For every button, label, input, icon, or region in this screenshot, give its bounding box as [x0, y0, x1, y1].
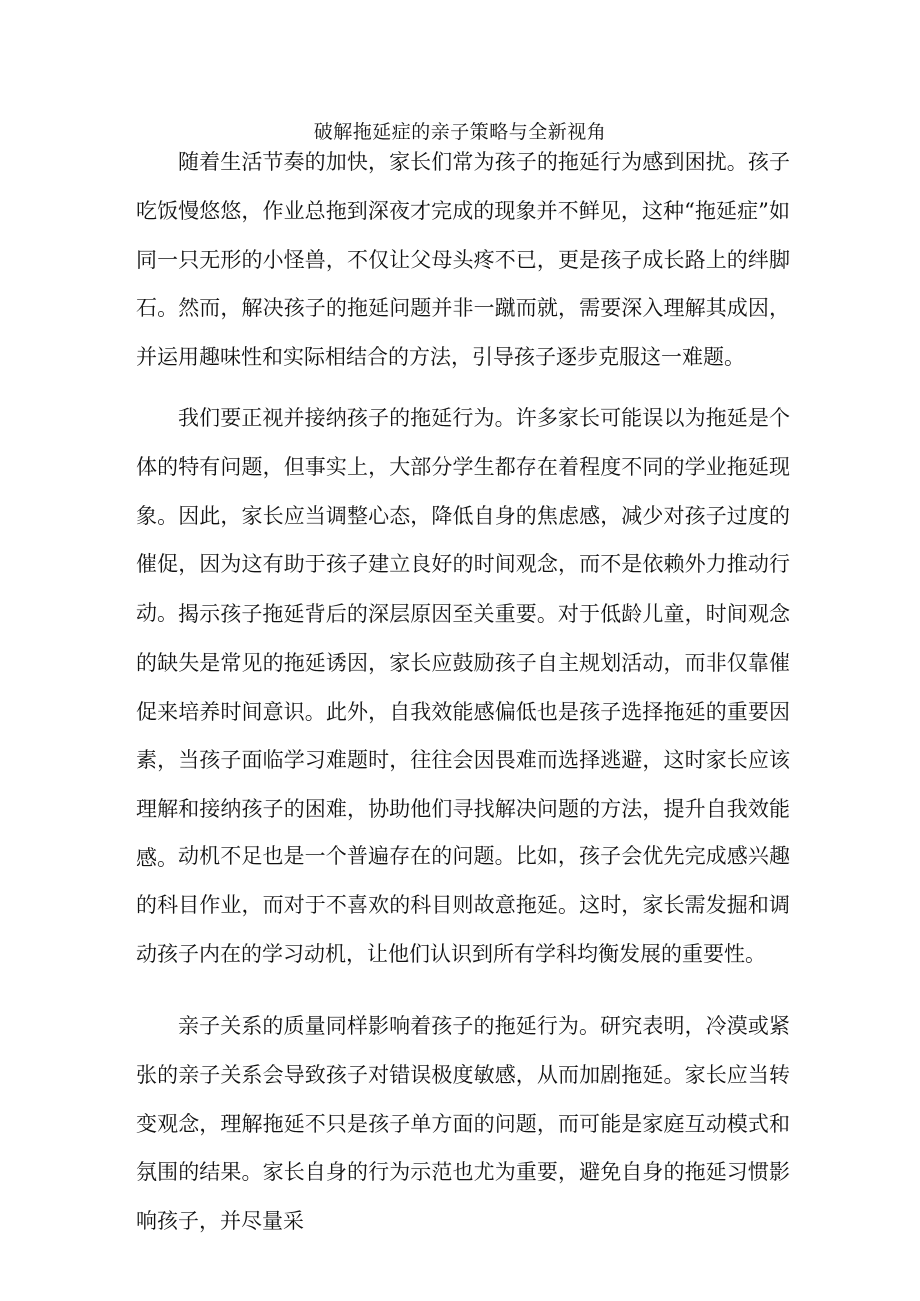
paragraph-2: 我们要正视并接纳孩子的拖延行为。许多家长可能误以为拖延是个体的特有问题，但事实上，大部分学生都存在着程度不同的学业拖延现象。因此，家长应当调整心态，降低自身的焦虑感，减少对孩子过度的催促，因为这有助于孩子建立良好的时间观念，而不是依赖外力推动行动。	[136, 406, 790, 626]
paragraph-4: 动机不足也是一个普遍存在的问题。比如，孩子会优先完成感兴趣的科目作业，而对于不喜欢的科目则故意拖延。这时，家长需发掘和调动孩子内在的学习动机，让他们认识到所有学科均衡发展的重要性。	[136, 844, 790, 966]
document-title: 破解拖延症的亲子策略与全新视角	[313, 121, 607, 143]
paragraph-1: 随着生活节奏的加快，家长们常为孩子的拖延行为感到困扰。孩子吃饭慢悠悠，作业总拖到深夜才完成的现象并不鲜见，这种“拖延症”如同一只无形的小怪兽，不仅让父母头疼不已，更是孩子成长路上的绊脚石。然而，解决孩子的拖延问题并非一蹴而就，需要深入理解其成因，并运用趣味性和实际相结合的方法，引导孩子逐步克服这一难题。	[136, 150, 790, 370]
paragraph-3: 揭示孩子拖延背后的深层原因至关重要。对于低龄儿童，时间观念的缺失是常见的拖延诱因，家长应鼓励孩子自主规划活动，而非仅靠催促来培养时间意识。此外，自我效能感偏低也是孩子选择拖延的重要因素，当孩子面临学习难题时，往往会因畏难而选择逃避，这时家长应该理解和接纳孩子的困难，协助他们寻找解决问题的方法，提升自我效能感。	[136, 602, 790, 870]
paragraph-5: 亲子关系的质量同样影响着孩子的拖延行为。研究表明，冷漠或紧张的亲子关系会导致孩子对错误极度敏感，从而加剧拖延。家长应当转变观念，理解拖延不只是孩子单方面的问题，而可能是家庭互动模式和氛围的结果。家长自身的行为示范也尤为重要，避免自身的拖延习惯影响孩子，并尽量采	[136, 1014, 790, 1234]
